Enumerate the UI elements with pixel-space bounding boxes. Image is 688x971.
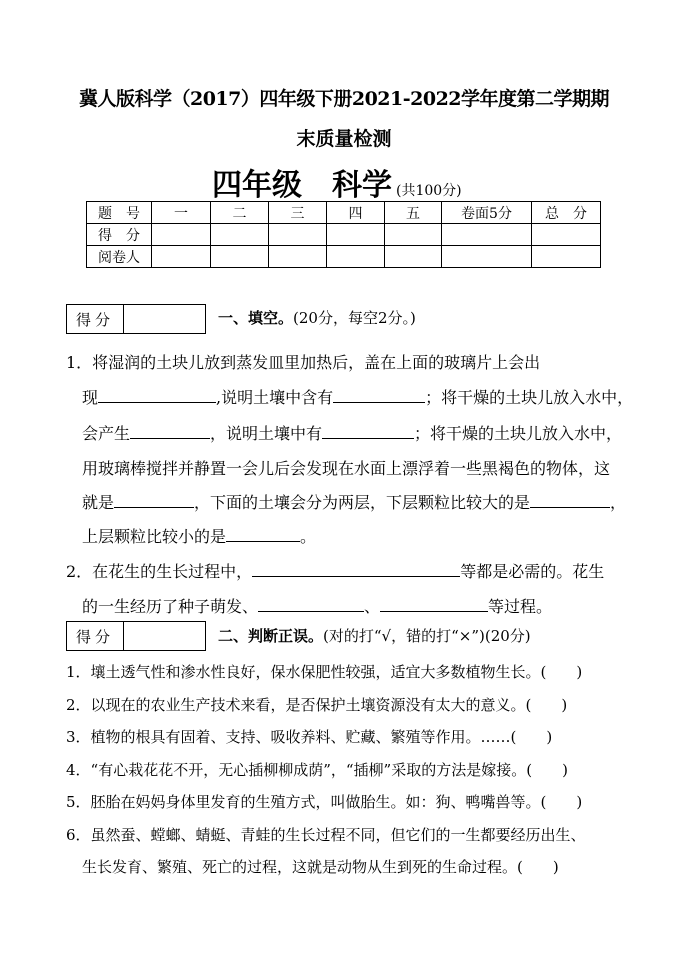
q2-text: 、	[364, 597, 381, 616]
grade-subject-text: 四年级 科学	[212, 168, 392, 203]
reviewer-cell[interactable]	[385, 246, 442, 268]
answer-blank[interactable]	[252, 560, 460, 577]
q1-line6	[82, 524, 316, 547]
answer-blank[interactable]	[114, 491, 194, 508]
score-cell[interactable]	[442, 224, 532, 246]
section1-title: 一、填空。	[218, 309, 294, 327]
grade-subject-title	[212, 160, 462, 204]
score-table	[86, 201, 601, 268]
reviewer-cell[interactable]	[152, 246, 211, 268]
q1-text: ，	[610, 493, 627, 512]
judge-item: 4．“有心栽花花不开，无心插柳柳成荫”，“插柳”采取的方法是嫁接。( )	[66, 761, 568, 779]
q1-text: ,说明土壤中含有	[216, 388, 334, 407]
grade-box-field[interactable]	[124, 305, 205, 333]
score-table-header-row	[87, 202, 601, 224]
section1-grade-box	[66, 304, 206, 334]
total-score-note: (共100分)	[396, 183, 462, 199]
q1-line4: 用玻璃棒搅拌并静置一会儿后会发现在水面上漂浮着一些黑褐色的物体，这	[82, 459, 611, 478]
exam-title-line1: 冀人版科学（2017）四年级下册2021-2022学年度第二学期期	[78, 88, 610, 110]
q2-line2	[82, 594, 552, 617]
score-header-cell: 二	[211, 202, 269, 224]
q1-text: 就是	[82, 493, 115, 512]
section1-note: (20分，每空2分。)	[293, 309, 416, 327]
q1-line3	[82, 421, 622, 444]
score-header-cell: 总 分	[532, 202, 601, 224]
score-cell[interactable]	[532, 224, 601, 246]
q1-text: 现	[82, 388, 99, 407]
score-header-cell: 卷面5分	[442, 202, 532, 224]
reviewer-cell[interactable]	[269, 246, 327, 268]
score-table-row	[87, 246, 601, 268]
grade-box-label: 得分	[67, 622, 124, 650]
score-cell[interactable]	[152, 224, 211, 246]
q1-text: ；将干燥的土块儿放入水中，	[414, 424, 623, 443]
score-row-label: 得 分	[87, 224, 152, 246]
answer-blank[interactable]	[333, 386, 425, 403]
exam-title-line2: 末质量检测	[296, 128, 392, 150]
answer-blank[interactable]	[130, 422, 210, 439]
grade-box-field[interactable]	[124, 622, 205, 650]
reviewer-cell[interactable]	[211, 246, 269, 268]
section2-note: (对的打“√，错的打“×”)(20分)	[323, 627, 531, 645]
q1-line5	[82, 490, 626, 513]
q2-text: 的一生经历了种子萌发、	[82, 597, 259, 616]
q1-text: 。	[300, 527, 317, 546]
q1-text: 上层颗粒比较小的是	[82, 527, 227, 546]
section1-heading	[218, 307, 416, 328]
q2-line1	[66, 559, 604, 582]
score-cell[interactable]	[269, 224, 327, 246]
answer-blank[interactable]	[98, 386, 216, 403]
q1-text: 会产生	[82, 424, 131, 443]
answer-blank[interactable]	[530, 491, 610, 508]
score-cell[interactable]	[327, 224, 385, 246]
score-cell[interactable]	[385, 224, 442, 246]
answer-blank[interactable]	[380, 595, 488, 612]
score-row-label: 阅卷人	[87, 246, 152, 268]
judge-item: 1．壤土透气性和渗水性良好，保水保肥性较强，适宜大多数植物生长。( )	[66, 663, 583, 681]
judge-item: 3．植物的根具有固着、支持、吸收养料、贮藏、繁殖等作用。……( )	[66, 728, 553, 746]
score-header-cell: 四	[327, 202, 385, 224]
score-header-cell: 三	[269, 202, 327, 224]
section2-title: 二、判断正误。	[218, 627, 324, 645]
q2-text: 等过程。	[488, 597, 553, 616]
answer-blank[interactable]	[258, 595, 364, 612]
answer-blank[interactable]	[226, 525, 300, 542]
grade-box-label: 得分	[67, 305, 124, 333]
judge-item: 5．胚胎在妈妈身体里发育的生殖方式，叫做胎生。如：狗、鸭嘴兽等。( )	[66, 793, 583, 811]
judge-item: 6．虽然蚕、螳螂、蜻蜓、青蛙的生长过程不同，但它们的一生都要经历出生、	[66, 826, 586, 844]
score-table-row	[87, 224, 601, 246]
section2-heading	[218, 625, 531, 646]
score-header-cell: 一	[152, 202, 211, 224]
q1-text: ，说明土壤中有	[210, 424, 323, 443]
q2-text: 2．在花生的生长过程中，	[66, 562, 253, 581]
q2-text: 等都是必需的。花生	[460, 562, 605, 581]
q1-text: ；将干燥的土块儿放入水中，	[425, 388, 634, 407]
reviewer-cell[interactable]	[327, 246, 385, 268]
q1-line1: 1．将湿润的土块儿放到蒸发皿里加热后，盖在上面的玻璃片上会出	[66, 353, 541, 372]
judge-item: 2．以现在的农业生产技术来看，是否保护土壤资源没有太大的意义。( )	[66, 696, 568, 714]
score-header-cell: 五	[385, 202, 442, 224]
reviewer-cell[interactable]	[532, 246, 601, 268]
judge-item: 生长发育、繁殖、死亡的过程，这就是动物从生到死的生命过程。( )	[82, 858, 559, 876]
reviewer-cell[interactable]	[442, 246, 532, 268]
score-cell[interactable]	[211, 224, 269, 246]
q1-text: ，下面的土壤会分为两层，下层颗粒比较大的是	[194, 493, 531, 512]
score-header-cell: 题 号	[87, 202, 152, 224]
section2-grade-box	[66, 621, 206, 651]
answer-blank[interactable]	[322, 422, 414, 439]
q1-line2	[82, 385, 633, 408]
